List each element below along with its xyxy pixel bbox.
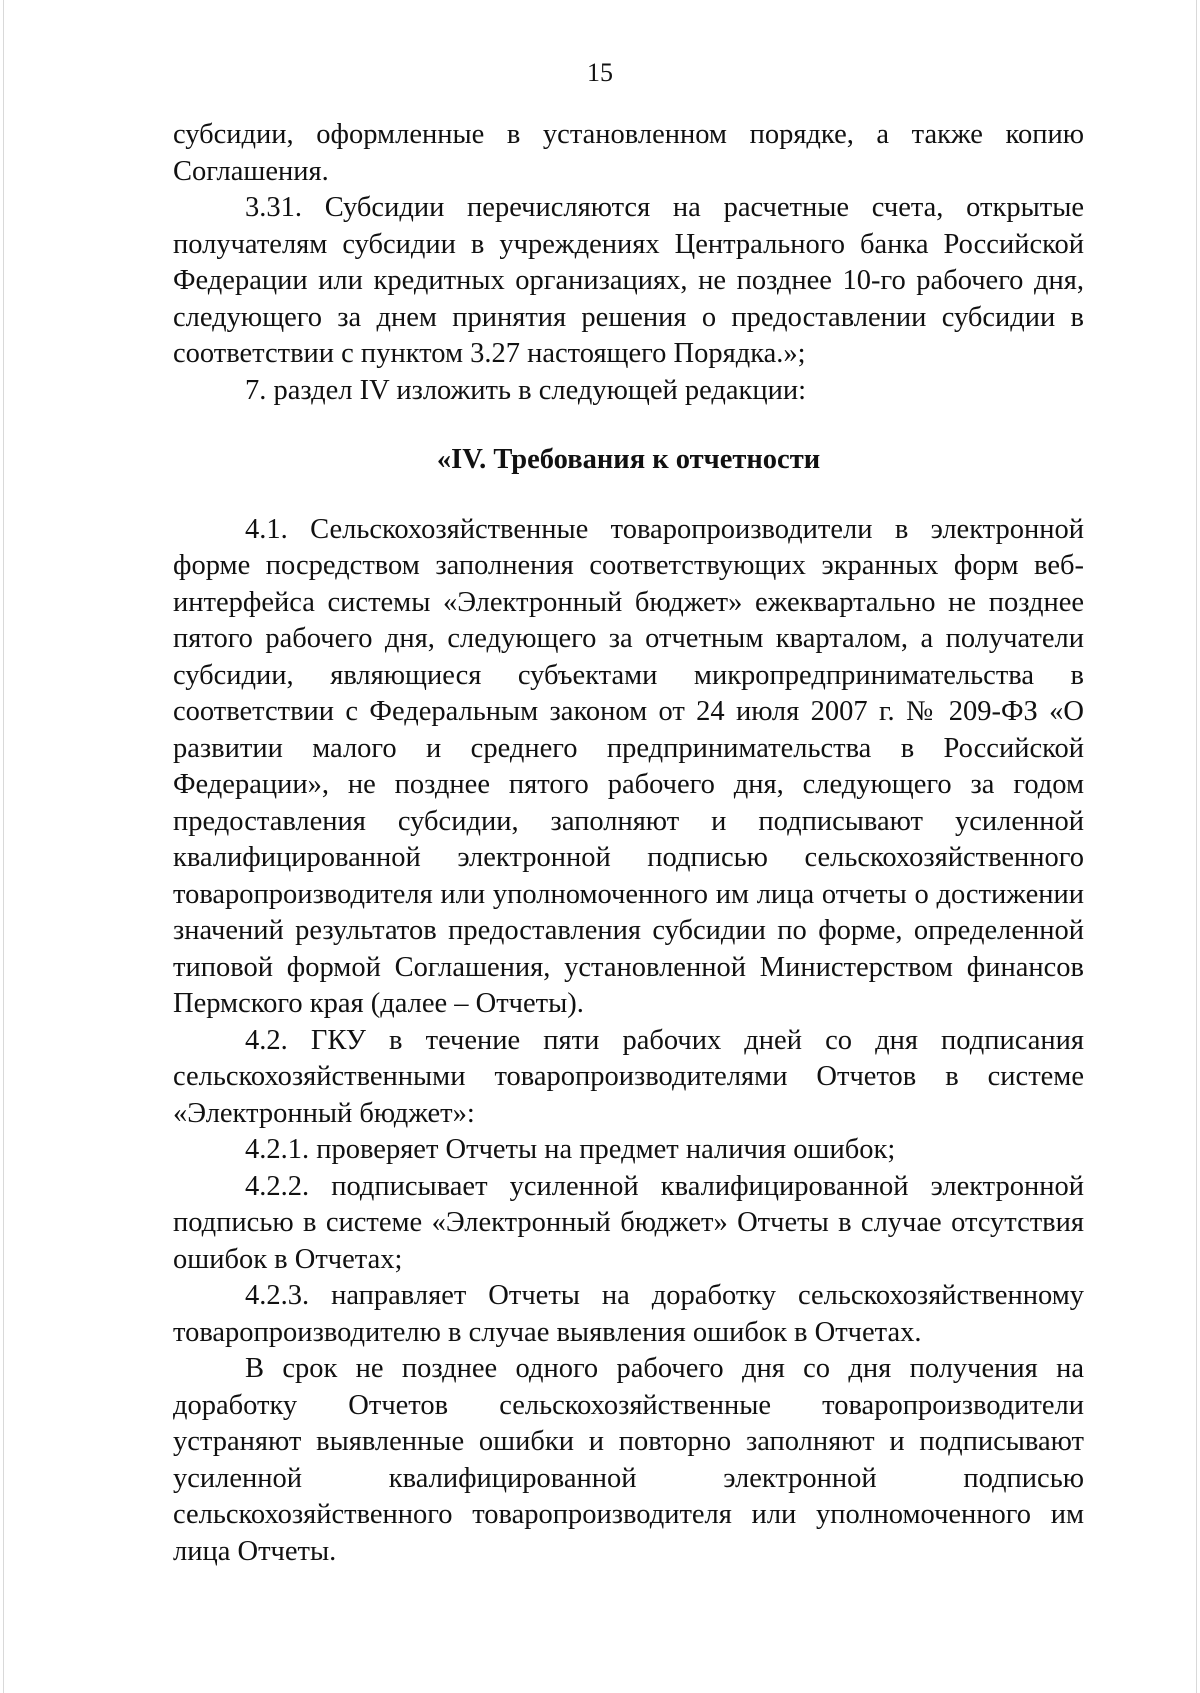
scan-edge-left (3, 0, 4, 1693)
page-number: 15 (587, 58, 613, 87)
paragraph-4-2-2: 4.2.2. подписывает усиленной квалифицированной электронной подписью в системе «Электронный бюджет» Отчеты в случае отсутствия ошибок в Отчетах; (173, 1170, 1084, 1275)
paragraph-continuation: субсидии, оформленные в установленном порядке, а также копию Соглашения. (173, 119, 1084, 187)
paragraph-4-2-3: 4.2.3. направляет Отчеты на доработку сельскохозяйственному товаропроизводителю в случае выявления ошибок в Отчетах. (173, 1280, 1084, 1348)
paragraph-4-2-1: 4.2.1. проверяет Отчеты на предмет наличия ошибок; (245, 1134, 896, 1165)
paragraph-4-1: 4.1. Сельскохозяйственные товаропроизводители в электронной форме посредством заполнения соответствующих экранных форм веб-интерфейса системы «Электронный бюджет» ежеквартально не позднее пятого рабочего дня, следующего за отчетным кварталом, а получатели субсидии, являющиеся субъектами микропредпринимательства в соответствии с Федеральным законом от 24 июля 2007 г. № 209-ФЗ «О развитии малого и среднего предпринимательства в Российской Федерации», не позднее пятого рабочего дня, следующего за годом предоставления субсидии, заполняют и подписывают усиленной квалифицированной электронной подписью сельскохозяйственного товаропроизводителя или уполномоченного им лица отчеты о достижении значений результатов предоставления субсидии по форме, определенной типовой формой Соглашения, установленной Министерством финансов Пермского края (далее – Отчеты). (173, 513, 1084, 1019)
paragraph-4-2: 4.2. ГКУ в течение пяти рабочих дней со дня подписания сельскохозяйственными товаропроизводителями Отчетов в системе «Электронный бюджет»: (173, 1024, 1084, 1129)
paragraph-rework-deadline: В срок не позднее одного рабочего дня со дня получения на доработку Отчетов сельскохозяйственные товаропроизводители устраняют выявленные ошибки и повторно заполняют и подписывают усиленной квалифицированной электронной подписью сельскохозяйственного товаропроизводителя или уполномоченного им лица Отчеты. (173, 1353, 1084, 1567)
section-heading: «IV. Требования к отчетности (436, 444, 821, 475)
scan-edge-right (1196, 0, 1197, 1693)
paragraph-7: 7. раздел IV изложить в следующей редакции: (245, 374, 807, 406)
paragraph-3-31: 3.31. Субсидии перечисляются на расчетные счета, открытые получателям субсидии в учреждениях Центрального банка Российской Федерации или кредитных организациях, не позднее 10-го рабочего дня, следующего за днем принятия решения о предоставлении субсидии в соответствии с пунктом 3.27 настоящего Порядка.»; (173, 192, 1084, 369)
document-body (173, 117, 1084, 1570)
